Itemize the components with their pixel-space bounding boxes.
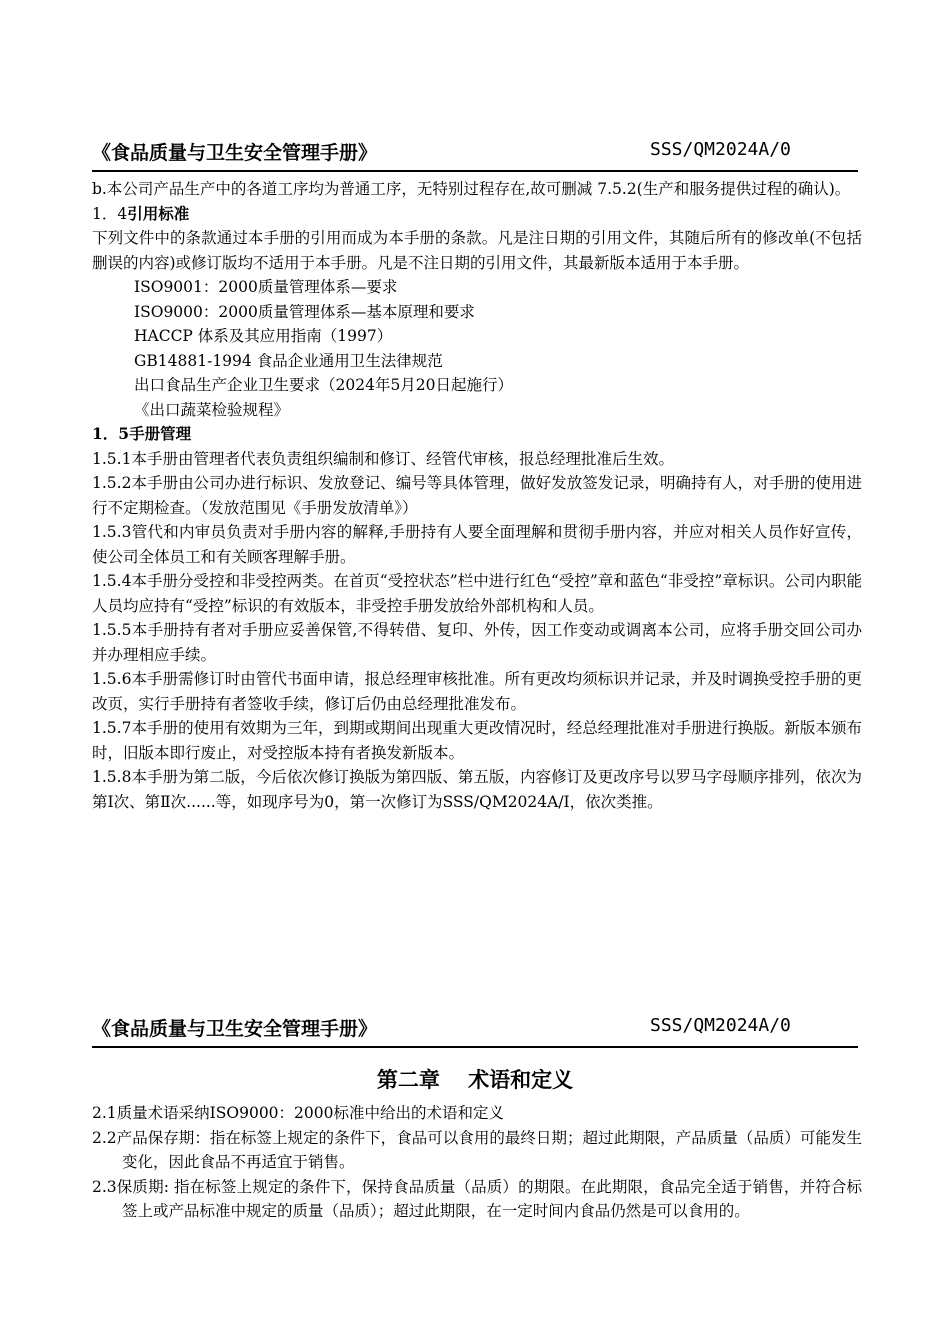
- section-number: 1．4: [92, 204, 128, 223]
- document-code: SSS/QM2024A/0: [650, 1015, 791, 1036]
- clause-item: 1.5.1本手册由管理者代表负责组织编制和修订、经管代审核，报总经理批准后生效。: [92, 449, 674, 468]
- reference-item: GB14881-1994 食品企业通用卫生法律规范: [134, 351, 443, 370]
- definition-item: 2.2产品保存期：指在标签上规定的条件下，食品可以食用的最终日期；超过此期限，产品质量（品质）可能发生变化，因此食品不再适宜于销售。: [92, 1128, 862, 1171]
- section-title: 引用标准: [127, 203, 190, 223]
- page-header: [92, 138, 858, 172]
- clause-item: 1.5.6本手册需修订时由管代书面申请，报总经理审核批准。所有更改均须标识并记录，并及时调换受控手册的更改页，实行手册持有者签收手续，修订后仍由总经理批准发布。: [92, 670, 862, 713]
- reference-item: 《出口蔬菜检验规程》: [134, 400, 290, 419]
- page-header: [92, 1014, 858, 1048]
- definition-item: 2.1质量术语采纳ISO9000：2000标准中给出的术语和定义: [92, 1104, 504, 1122]
- document-code: SSS/QM2024A/0: [650, 139, 791, 160]
- reference-item: ISO9000：2000质量管理体系—基本原理和要求: [134, 302, 475, 321]
- clause-item: 1.5.7本手册的使用有效期为三年，到期或期间出现重大更改情况时，经总经理批准对手册进行换版。新版本颁布时，旧版本即行废止，对受控版本持有者换发新版本。: [92, 719, 862, 762]
- page1-body: [92, 177, 862, 814]
- page2-body: [92, 1101, 862, 1224]
- chapter-title: 第二章 术语和定义: [376, 1067, 574, 1092]
- clause-item: 1.5.4本手册分受控和非受控两类。在首页“受控状态”栏中进行红色“受控”章和蓝色“非受控”章标识。公司内职能人员均应持有“受控”标识的有效版本，非受控手册发放给外部机构和人员。: [92, 572, 862, 615]
- reference-item: HACCP 体系及其应用指南（1997）: [134, 327, 393, 345]
- exclusion-note: b.本公司产品生产中的各道工序均为普通工序，无特别过程存在,故可删减 7.5.2(生产和服务提供过程的确认)。: [92, 180, 851, 198]
- clause-item: 1.5.2本手册由公司办进行标识、发放登记、编号等具体管理，做好发放签发记录，明确持有人，对手册的使用进行不定期检查。（发放范围见《手册发放清单》）: [92, 474, 862, 517]
- clause-item: 1.5.3管代和内审员负责对手册内容的解释,手册持有人要全面理解和贯彻手册内容，并应对相关人员作好宣传，使公司全体员工和有关顾客理解手册。: [92, 523, 862, 566]
- section-heading-1-5: 1．5手册管理: [92, 424, 192, 443]
- reference-item: ISO9001：2000质量管理体系—要求: [134, 278, 398, 296]
- clause-item: 1.5.8本手册为第二版，今后依次修订换版为第四版、第五版，内容修订及更改序号以罗马字母顺序排列，依次为第Ⅰ次、第Ⅱ次......等，如现序号为0，第一次修订为SSS/QM2024A/I，依次类推。: [92, 768, 862, 811]
- manual-title: 《食品质量与卫生安全管理手册》: [92, 1018, 378, 1040]
- definition-item: 2.3保质期: 指在标签上规定的条件下，保持食品质量（品质）的期限。在此期限，食品完全适于销售，并符合标签上或产品标准中规定的质量（品质）；超过此期限，在一定时间内食品仍然是可以食用的。: [92, 1177, 862, 1220]
- reference-item: 出口食品生产企业卫生要求（2024年5月20日起施行）: [134, 376, 514, 394]
- clause-item: 1.5.5本手册持有者对手册应妥善保管,不得转借、复印、外传，因工作变动或调离本公司，应将手册交回公司办并办理相应手续。: [92, 621, 862, 664]
- references-intro: 下列文件中的条款通过本手册的引用而成为本手册的条款。凡是注日期的引用文件，其随后所有的修改单(不包括删误的内容)或修订版均不适用于本手册。凡是不注日期的引用文件，其最新版本适用于本手册。: [92, 229, 862, 272]
- manual-title: 《食品质量与卫生安全管理手册》: [92, 142, 378, 164]
- section-heading-1-4: [92, 202, 862, 227]
